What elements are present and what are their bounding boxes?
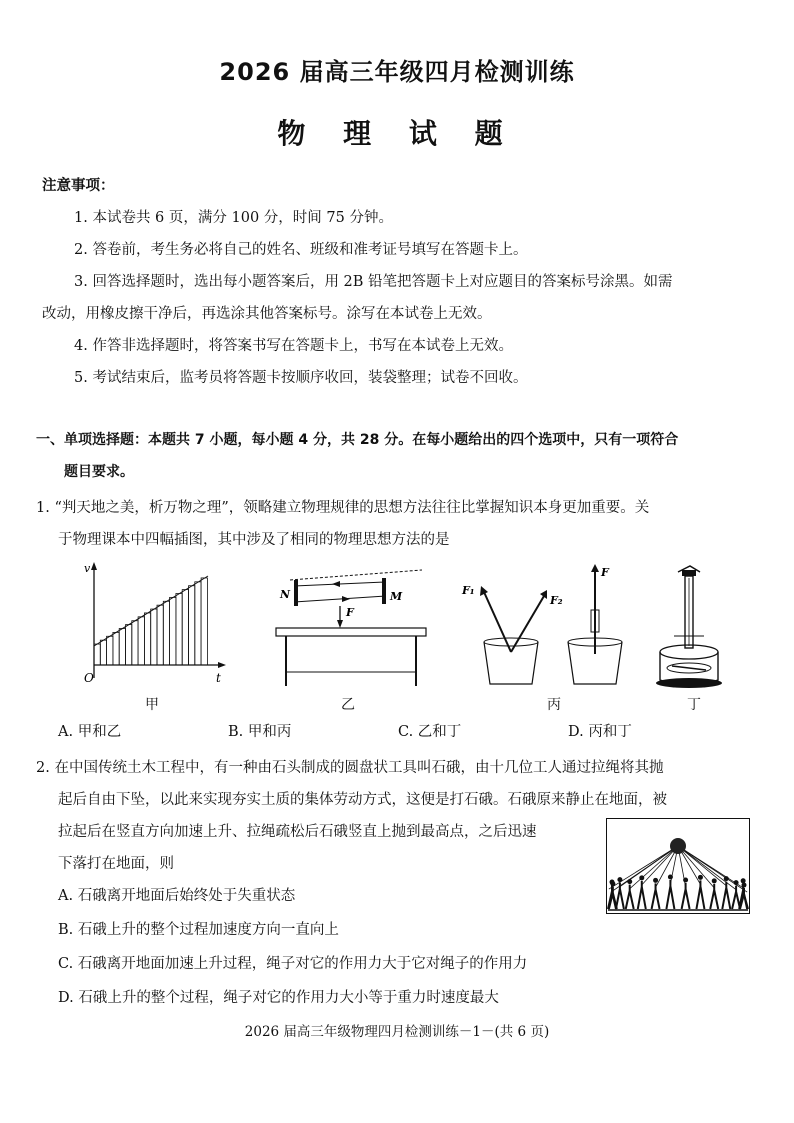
- jia-step-bar: [94, 644, 100, 665]
- q2-option-c: C. 石硪离开地面加速上升过程，绳子对它的作用力大于它对绳子的作用力: [58, 956, 528, 972]
- q1-option-a: A. 甲和乙: [58, 724, 122, 740]
- q1-stem-line2: 于物理课本中四幅插图，其中涉及了相同的物理思想方法的是: [58, 532, 450, 548]
- jia-t-axis-arrow: [218, 662, 226, 668]
- q1-stem-line1: 1. “判天地之美，析万物之理”，领略建立物理规律的思想方法往往比掌握知识本身更加重要。关: [36, 500, 650, 516]
- bing-f1-label: F₁: [462, 584, 475, 597]
- yi-ray-2: [294, 596, 386, 602]
- tamper-worker-head: [639, 875, 644, 880]
- jia-step-bar: [170, 597, 176, 665]
- tamper-worker-head: [683, 878, 688, 883]
- caption-jia: 甲: [145, 697, 159, 713]
- figure-ding-torsion-balance: [652, 562, 728, 690]
- section-heading-cont: 题目要求。: [64, 464, 134, 480]
- bing-f2-label: F₂: [550, 594, 563, 607]
- notice-heading: 注意事项：: [42, 178, 115, 194]
- notice-item-3: 3. 回答选择题时，选出每小题答案后，用 2B 铅笔把答题卡上对应题目的答案标号涂黑。如需: [74, 274, 673, 290]
- figure-yi-table-mirror: [272, 568, 432, 690]
- bing-f-label: F: [601, 566, 609, 579]
- q2-stem-line3: 拉起后在竖直方向加速上升、拉绳疏松后石硪竖直上抛到最高点，之后迅速: [58, 824, 537, 840]
- jia-step-bar: [182, 590, 188, 665]
- notice-item-4: 4. 作答非选择题时，将答案书写在答题卡上，书写在本试卷上无效。: [74, 338, 513, 354]
- jia-step-bar: [157, 605, 163, 665]
- jia-v-axis-arrow: [91, 562, 97, 570]
- jia-step-bar: [107, 636, 113, 665]
- q2-stem-line2: 起后自由下坠，以此来实现夯实土质的集体劳动方式，这便是打石硪。石硪原来静止在地面，被: [58, 792, 667, 808]
- jia-step-bar: [113, 632, 119, 665]
- jia-step-bar: [138, 617, 144, 665]
- q2-stem-line1: 2. 在中国传统土木工程中，有一种由石头制成的圆盘状工具叫石硪，由十几位工人通过拉绳将其抛: [36, 760, 664, 776]
- tamper-worker-head: [653, 878, 658, 883]
- bing-bucket-left: [484, 642, 538, 684]
- bing-f1-arrow: [480, 586, 488, 596]
- figure-stone-tamper: [606, 818, 750, 914]
- yi-ray-arrow-2: [342, 596, 350, 602]
- ding-rod: [672, 666, 706, 670]
- tamper-worker-head: [610, 881, 615, 886]
- jia-step-bar: [132, 621, 138, 665]
- ding-top-knob: [682, 570, 696, 576]
- notice-item-5: 5. 考试结束后，监考员将答题卡按顺序收回，装袋整理；试卷不回收。: [74, 370, 528, 386]
- jia-step-bar: [151, 609, 157, 665]
- q1-option-c: C. 乙和丁: [398, 724, 462, 740]
- yi-f-label: F: [346, 606, 354, 619]
- jia-step-bar: [195, 582, 201, 665]
- tamper-worker-head: [741, 878, 746, 883]
- subject-title: 物 理 试 题: [277, 117, 517, 150]
- bing-left-rope-2: [511, 596, 544, 652]
- jia-step-bar: [163, 601, 169, 665]
- jia-step-bar: [176, 594, 182, 666]
- jia-step-bar: [144, 613, 150, 665]
- ding-case-top: [660, 645, 718, 659]
- q1-option-b: B. 甲和丙: [228, 724, 292, 740]
- yi-table-top: [276, 628, 426, 636]
- yi-laser-beam: [290, 570, 422, 580]
- tamper-worker-head: [712, 878, 717, 883]
- jia-step-bar: [201, 578, 207, 665]
- tamper-worker-head: [617, 877, 622, 882]
- ding-base: [656, 678, 722, 688]
- yi-n-label: N: [280, 588, 291, 601]
- notice-item-1: 1. 本试卷共 6 页，满分 100 分，时间 75 分钟。: [74, 210, 393, 226]
- yi-m-label: M: [390, 590, 403, 603]
- yi-ray-arrow-1: [332, 581, 340, 587]
- tamper-worker-head: [668, 875, 673, 880]
- bing-f-arrow: [591, 564, 599, 572]
- jia-step-bar: [100, 640, 106, 665]
- caption-ding: 丁: [687, 697, 701, 713]
- tamper-worker-head: [734, 880, 739, 885]
- q1-option-d: D. 丙和丁: [568, 724, 632, 740]
- figure-bing-buckets: [456, 560, 626, 690]
- notice-item-2: 2. 答卷前，考生务必将自己的姓名、班级和准考证号填写在答题卡上。: [74, 242, 528, 258]
- section-heading: 一、单项选择题：本题共 7 小题，每小题 4 分，共 28 分。在每小题给出的四个选项中，只有一项符合: [36, 432, 679, 448]
- page-footer: 2026 届高三年级物理四月检测训练－1－(共 6 页): [244, 1024, 550, 1040]
- yi-mirror-m: [382, 578, 386, 604]
- bing-bucket-left-rim: [484, 638, 538, 646]
- yi-mirror-n: [294, 580, 298, 606]
- tamper-worker-head: [724, 876, 729, 881]
- tamper-worker-head: [742, 883, 747, 888]
- exam-title: 2026 届高三年级四月检测训练: [219, 58, 575, 86]
- jia-step-bar: [126, 625, 132, 665]
- jia-step-bar: [119, 629, 125, 666]
- tamper-worker-head: [698, 875, 703, 880]
- jia-t-label: t: [216, 671, 221, 685]
- q2-option-d: D. 石硪上升的整个过程，绳子对它的作用力大小等于重力时速度最大: [58, 990, 499, 1006]
- q2-option-b: B. 石硪上升的整个过程加速度方向一直向上: [58, 922, 339, 938]
- tamper-worker-head: [627, 879, 632, 884]
- jia-step-bar: [189, 586, 195, 665]
- figure-jia-vt-graph: [80, 560, 230, 690]
- tamper-stone: [670, 838, 686, 854]
- notice-item-3-cont: 改动，用橡皮擦干净后，再选涂其他答案标号。涂写在本试卷上无效。: [42, 306, 492, 322]
- q2-stem-line4: 下落打在地面，则: [58, 856, 174, 872]
- jia-v-label: v: [84, 562, 91, 575]
- jia-step-bars: [94, 578, 207, 665]
- bing-left-rope-1: [484, 592, 511, 652]
- q2-option-a: A. 石硪离开地面后始终处于失重状态: [58, 888, 296, 904]
- jia-origin-label: O: [84, 671, 94, 685]
- yi-force-arrow: [337, 620, 343, 628]
- caption-bing: 丙: [547, 697, 561, 713]
- caption-yi: 乙: [341, 697, 355, 713]
